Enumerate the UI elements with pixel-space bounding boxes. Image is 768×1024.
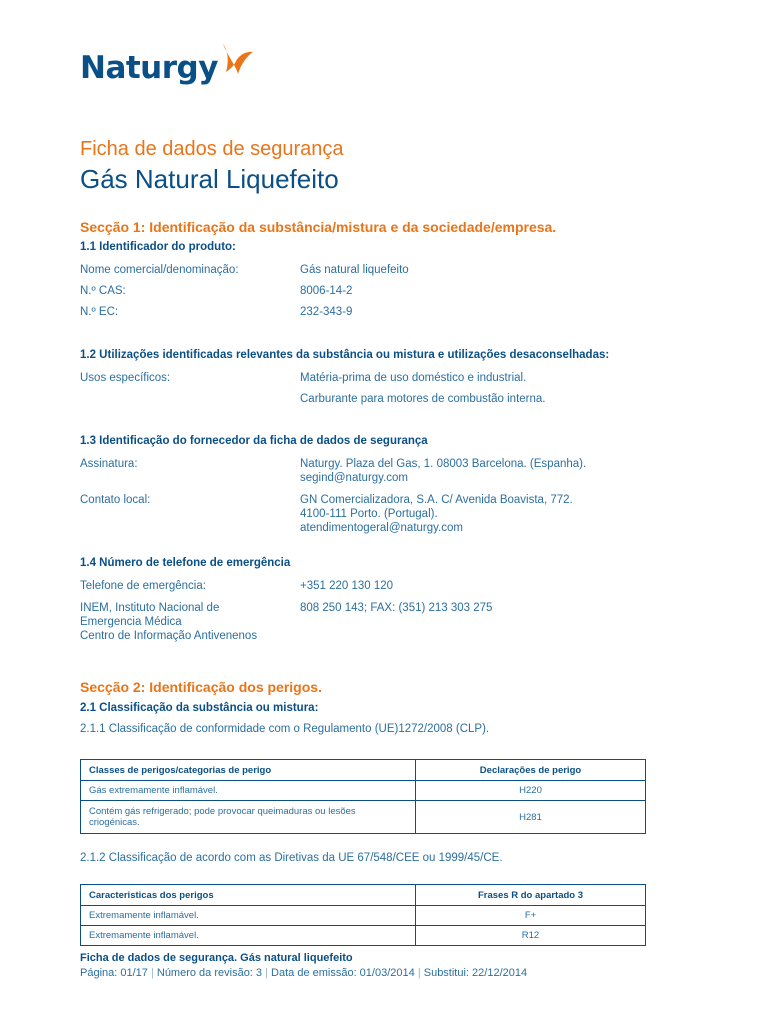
section-1-heading: Secção 1: Identificação da substância/mistura e da sociedade/empresa. [80,219,557,235]
local-contact-company: GN Comercializadora, S.A. C/ Avenida Boavista, 772. [300,494,573,506]
footer-separator: | [265,967,268,979]
table-header-row [81,885,646,906]
signature-email: segind@naturgy.com [300,472,408,484]
subsection-1-4-heading: 1.4 Número de telefone de emergência [80,557,291,569]
footer-metadata [80,967,527,979]
table-row [81,781,646,801]
document-title: Gás Natural Liquefeito [80,164,339,194]
directive-hazard-table [80,884,646,946]
logo-wordmark: Naturgy [80,50,218,86]
table-cell: R12 [416,926,646,946]
naturgy-logo [80,48,254,88]
footer-page: Página: 01/17 [80,967,148,979]
subsection-1-1-heading: 1.1 Identificador do produto: [80,241,236,253]
table-row [81,906,646,926]
table-cell: Extremamente inflamável. [81,906,416,926]
local-contact-email: atendimentogeral@naturgy.com [300,522,463,534]
table-cell: Extremamente inflamável. [81,926,416,946]
signature-label: Assinatura: [80,458,138,470]
inem-label-line-3: Centro de Informação Antivenenos [80,630,258,642]
signature-address: Naturgy. Plaza del Gas, 1. 08003 Barcelona. (Espanha). [300,458,587,470]
inem-value: 808 250 143; FAX: (351) 213 303 275 [300,602,493,614]
subsection-2-1-heading: 2.1 Classificação da substância ou mistura: [80,702,319,714]
table-header-cell: Caracteristicas dos perigos [81,885,416,906]
subsection-1-2-heading: 1.2 Utilizações identificadas relevantes da substância ou mistura e utilizações desaconselhadas: [80,349,610,361]
table-header-row [81,760,646,781]
table-cell: F+ [416,906,646,926]
footer-supersedes: Substitui: 22/12/2014 [423,967,528,979]
table-cell: H220 [416,781,646,801]
specific-uses-label: Usos específicos: [80,372,171,384]
trade-name-label: Nome comercial/denominação: [80,264,239,276]
footer-revision: Número da revisão: 3 [156,967,263,979]
table-cell: Gás extremamente inflamável. [81,781,416,801]
cas-value: 8006-14-2 [300,285,353,297]
ec-value: 232-343-9 [300,306,353,318]
specific-uses-value-1: Matéria-prima de uso doméstico e industrial. [300,372,527,384]
subsection-1-3-heading: 1.3 Identificação do fornecedor da ficha de dados de segurança [80,435,428,447]
clp-classification-text: 2.1.1 Classificação de conformidade com o Regulamento (UE)1272/2008 (CLP). [80,723,490,735]
trade-name-value: Gás natural liquefeito [300,264,409,276]
table-row [81,801,646,834]
specific-uses-value-2: Carburante para motores de combustão interna. [300,393,546,405]
table-cell: H281 [416,801,646,834]
cas-label: N.º CAS: [80,285,126,297]
ec-label: N.º EC: [80,306,119,318]
inem-label-line-2: Emergencia Médica [80,616,182,628]
footer-separator: | [150,967,154,979]
butterfly-logo-icon [220,42,254,76]
local-contact-label: Contato local: [80,494,151,506]
table-header-cell: Frases R do apartado 3 [416,885,646,906]
inem-label-line-1: INEM, Instituto Nacional de [80,602,220,614]
footer-issue-date: Data de emissão: 01/03/2014 [271,967,415,979]
footer-separator: | [417,967,421,979]
clp-hazard-table [80,759,646,834]
directive-classification-text: 2.1.2 Classificação de acordo com as Diretivas da UE 67/548/CEE ou 1999/45/CE. [80,852,503,864]
emergency-phone-label: Telefone de emergência: [80,580,206,592]
section-2-heading: Secção 2: Identificação dos perigos. [80,679,322,695]
document-subtitle: Ficha de dados de segurança [80,138,344,160]
table-header-cell: Classes de perigos/categorias de perigo [81,760,416,781]
table-header-cell: Declarações de perigo [416,760,646,781]
table-cell: Contém gás refrigerado; pode provocar queimaduras ou lesões criogénicas. [81,801,416,834]
local-contact-city: 4100-111 Porto. (Portugal). [300,508,438,520]
table-row [81,926,646,946]
emergency-phone-value: +351 220 130 120 [300,580,394,592]
footer-title: Ficha de dados de segurança. Gás natural liquefeito [80,952,353,964]
